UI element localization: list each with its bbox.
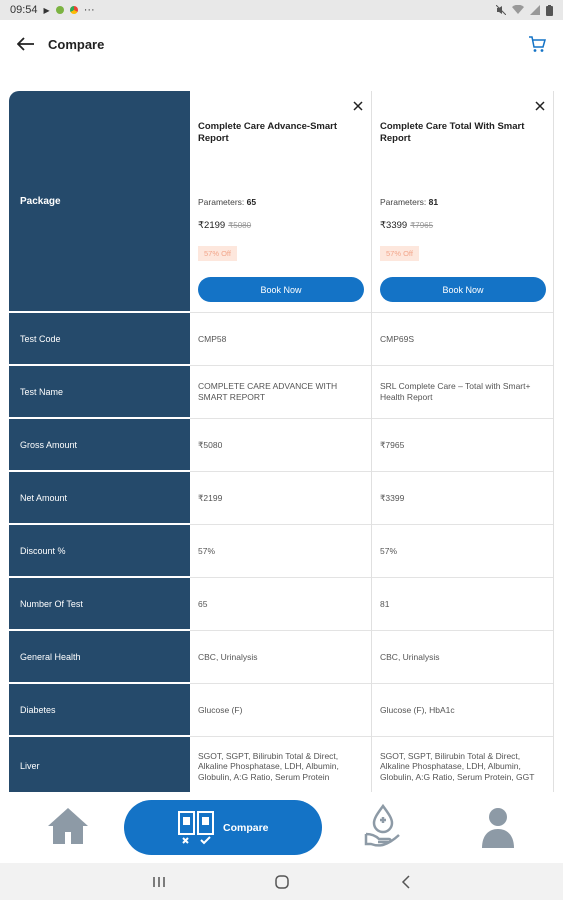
discount-badge: 57% Off — [198, 246, 237, 261]
cart-button[interactable] — [525, 32, 549, 56]
package-price: ₹3399 ₹7965 — [380, 220, 434, 231]
label-number-of-test: Number Of Test — [9, 578, 190, 631]
close-icon — [535, 101, 545, 111]
value-liver: SGOT, SGPT, Bilirubin Total & Direct, Alkaline Phosphatase, LDH, Albumin, Globulin, A:G Ratio, Serum Protein, GGT — [372, 737, 553, 792]
label-column — [9, 91, 190, 792]
value-diabetes: Glucose (F), HbA1c — [372, 684, 553, 737]
value-test-name: SRL Complete Care – Total with Smart+ Health Report — [372, 366, 553, 419]
value-test-code: CMP58 — [190, 313, 371, 366]
play-icon: ▶ — [43, 5, 50, 15]
book-now-button[interactable]: Book Now — [198, 277, 364, 302]
nav-compare-label: Compare — [223, 821, 269, 834]
value-net-amount: ₹3399 — [372, 472, 553, 525]
battery-icon — [546, 5, 553, 16]
status-bar — [0, 0, 563, 20]
package-column-2 — [372, 91, 554, 792]
package-parameters: Parameters: 81 — [380, 197, 439, 207]
value-discount: 57% — [372, 525, 553, 578]
package-card — [372, 91, 553, 313]
status-more: ··· — [83, 4, 95, 16]
value-gross-amount: ₹7965 — [372, 419, 553, 472]
app-notification-icon — [56, 6, 64, 14]
package-mrp: ₹5080 — [228, 221, 252, 230]
package-price: ₹2199 ₹5080 — [198, 220, 252, 231]
compare-table — [9, 91, 554, 792]
package-column-1 — [190, 91, 372, 792]
back-system-button[interactable] — [397, 873, 415, 891]
value-liver: SGOT, SGPT, Bilirubin Total & Direct, Alkaline Phosphatase, LDH, Albumin, Globulin, A:G Ratio, Serum Protein — [190, 737, 371, 792]
cart-icon — [528, 36, 546, 53]
recent-apps-button[interactable] — [150, 873, 168, 891]
signal-icon — [530, 5, 540, 15]
label-diabetes: Diabetes — [9, 684, 190, 737]
nav-profile[interactable] — [478, 806, 518, 848]
system-nav-bar — [0, 863, 563, 900]
discount-badge: 57% Off — [380, 246, 419, 261]
remove-package-button[interactable] — [533, 99, 547, 113]
home-icon — [46, 806, 90, 846]
value-discount: 57% — [190, 525, 371, 578]
label-liver: Liver — [9, 737, 190, 792]
label-discount: Discount % — [9, 525, 190, 578]
recent-apps-icon — [152, 876, 166, 888]
back-arrow-icon — [17, 37, 35, 51]
app-header — [0, 20, 563, 68]
value-diabetes: Glucose (F) — [190, 684, 371, 737]
label-package: Package — [9, 91, 190, 313]
value-general-health: CBC, Urinalysis — [372, 631, 553, 684]
value-net-amount: ₹2199 — [190, 472, 371, 525]
page-title: Compare — [48, 36, 105, 52]
value-gross-amount: ₹5080 — [190, 419, 371, 472]
back-chevron-icon — [401, 875, 411, 889]
profile-icon — [478, 806, 518, 848]
nav-home[interactable] — [46, 806, 90, 846]
compare-icon — [177, 809, 215, 847]
label-gross-amount: Gross Amount — [9, 419, 190, 472]
remove-package-button[interactable] — [351, 99, 365, 113]
nav-compare[interactable] — [124, 800, 322, 855]
value-number-of-test: 81 — [372, 578, 553, 631]
value-number-of-test: 65 — [190, 578, 371, 631]
package-name: Complete Care Advance-Smart Report — [198, 121, 338, 145]
label-net-amount: Net Amount — [9, 472, 190, 525]
value-general-health: CBC, Urinalysis — [190, 631, 371, 684]
label-test-code: Test Code — [9, 313, 190, 366]
value-test-name: COMPLETE CARE ADVANCE WITH SMART REPORT — [190, 366, 371, 419]
package-mrp: ₹7965 — [410, 221, 434, 230]
close-icon — [353, 101, 363, 111]
package-parameters: Parameters: 65 — [198, 197, 257, 207]
back-button[interactable] — [14, 32, 38, 56]
home-circle-icon — [275, 875, 289, 889]
status-time: 09:54 — [10, 4, 38, 16]
bottom-nav — [0, 792, 563, 863]
label-test-name: Test Name — [9, 366, 190, 419]
care-icon — [363, 804, 403, 848]
label-general-health: General Health — [9, 631, 190, 684]
chrome-icon — [70, 6, 78, 14]
book-now-button[interactable]: Book Now — [380, 277, 546, 302]
package-card — [190, 91, 371, 313]
home-system-button[interactable] — [273, 873, 291, 891]
nav-care[interactable] — [363, 804, 403, 848]
wifi-icon — [512, 5, 524, 15]
value-test-code: CMP69S — [372, 313, 553, 366]
mute-icon — [496, 5, 506, 15]
package-name: Complete Care Total With Smart Report — [380, 121, 525, 145]
